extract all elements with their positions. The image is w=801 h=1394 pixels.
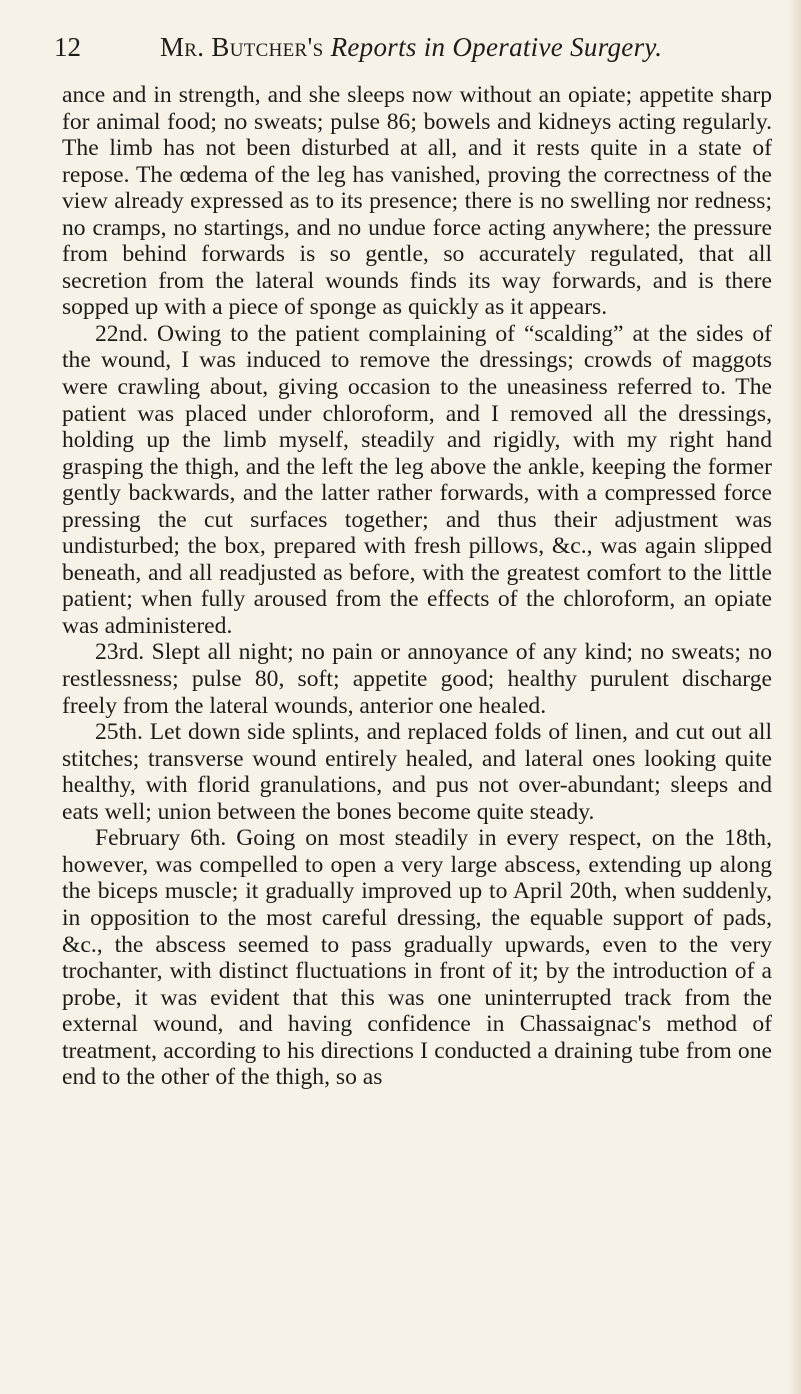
page-edge-shadow bbox=[787, 0, 801, 1394]
page-header bbox=[54, 30, 761, 64]
running-head bbox=[160, 30, 662, 64]
page-number: 12 bbox=[54, 32, 81, 62]
running-head-author: Mr. Butcher's bbox=[160, 32, 324, 62]
paragraph-continued: ance and in strength, and she sleeps now without an opiate; appetite sharp for animal food; no sweats; pulse 86; bowels and kidneys acting regularly. The limb has not been disturbed at all, and it rests quite in a state of repose. The œdema of the leg has vanished, proving the correctness of the view already expressed as to its presence; there is no swelling nor redness; no cramps, no startings, and no undue force acting anywhere; the pressure from behind forwards is so gentle, so accurately regulated, that all secretion from the lateral wounds finds its way forwards, and is there sopped up with a piece of sponge as quickly as it appears. bbox=[62, 82, 772, 321]
body-text bbox=[62, 82, 772, 1091]
paragraph-february-6th: February 6th. Going on most steadily in every respect, on the 18th, however, was compelled to open a very large abscess, extending up along the biceps muscle; it gradually improved up to April 20th, when suddenly, in opposition to the most careful dressing, the equable support of pads, &c., the abscess seemed to pass gradually upwards, even to the very trochanter, with distinct fluctuations in front of it; by the introduction of a probe, it was evident that this was one uninterrupted track from the external wound, and having confidence in Chassaignac's method of treatment, according to his directions I conducted a draining tube from one end to the other of the thigh, so as bbox=[62, 825, 772, 1091]
paragraph-25th: 25th. Let down side splints, and replaced folds of linen, and cut out all stitches; transverse wound entirely healed, and lateral ones looking quite healthy, with florid granulations, and pus not over-abundant; sleeps and eats well; union between the bones become quite steady. bbox=[62, 719, 772, 825]
paragraph-22nd: 22nd. Owing to the patient complaining of “scalding” at the sides of the wound, I was induced to remove the dressings; crowds of maggots were crawling about, giving occasion to the uneasiness referred to. The patient was placed under chloroform, and I removed all the dressings, holding up the limb myself, steadily and rigidly, with my right hand grasping the thigh, and the left the leg above the ankle, keeping the former gently backwards, and the latter rather forwards, with a compressed force pressing the cut surfaces together; and thus their adjustment was undisturbed; the box, prepared with fresh pillows, &c., was again slipped beneath, and all readjusted as before, with the greatest comfort to the little patient; when fully aroused from the effects of the chloroform, an opiate was administered. bbox=[62, 320, 772, 639]
paragraph-23rd: 23rd. Slept all night; no pain or annoyance of any kind; no sweats; no restlessness; pulse 80, soft; appetite good; healthy purulent discharge freely from the lateral wounds, anterior one healed. bbox=[62, 639, 772, 719]
running-head-title: Reports in Operative Surgery. bbox=[330, 32, 663, 62]
